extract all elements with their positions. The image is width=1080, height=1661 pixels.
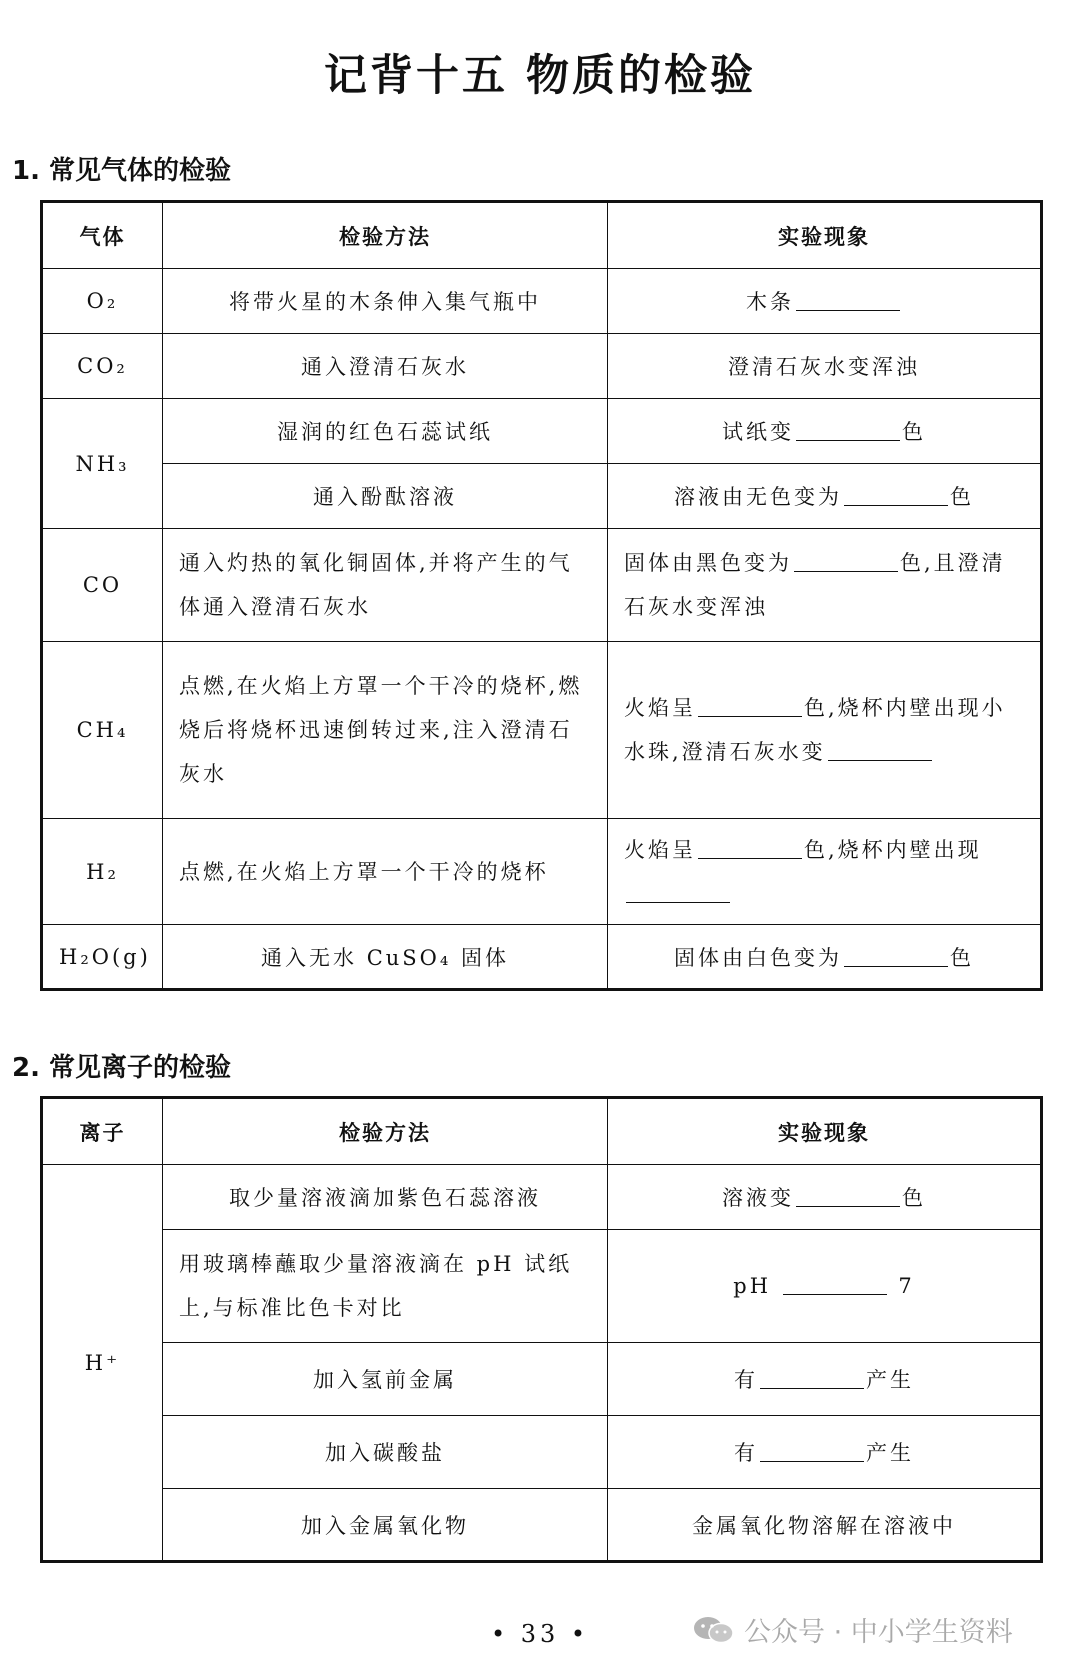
method-cell: 通入无水 CuSO₄ 固体 [163,925,608,990]
gas-name: CO [42,529,163,642]
gas-name: CH₄ [42,642,163,819]
table-row [42,399,1042,464]
phenomenon-cell: 有 产生 [608,1416,1042,1489]
table-row [42,1489,1042,1562]
wechat-icon [692,1615,736,1645]
method-cell: 加入碳酸盐 [163,1416,608,1489]
header-method: 检验方法 [163,202,608,269]
answer-blank [796,309,900,311]
phenomenon-cell: 试纸变 色 [608,399,1042,464]
answer-blank [828,759,932,761]
page-title: 记背十五 物质的检验 [324,51,756,101]
table-row [42,464,1042,529]
answer-blank [760,1387,864,1389]
answer-blank [698,715,802,717]
header-phenomenon: 实验现象 [608,1098,1042,1165]
method-cell: 通入灼热的氧化铜固体,并将产生的气体通入澄清石灰水 [163,529,608,642]
answer-blank [844,504,948,506]
answer-blank [796,439,900,441]
answer-blank [760,1460,864,1462]
gas-name: H₂O(g) [42,925,163,990]
watermark-text: 公众号 · 中小学生资料 [744,1617,1013,1648]
section-heading-ions: 2. 常见离子的检验 [12,1053,232,1083]
gas-name: O₂ [42,269,163,334]
table-row [42,529,1042,642]
page-number: • 33 • [490,1620,590,1648]
method-cell: 取少量溶液滴加紫色石蕊溶液 [163,1165,608,1230]
table-row [42,334,1042,399]
phenomenon-cell: 溶液由无色变为 色 [608,464,1042,529]
table-row [42,819,1042,925]
gas-name: NH₃ [42,399,163,529]
table-row [42,1230,1042,1343]
method-cell: 湿润的红色石蕊试纸 [163,399,608,464]
phenomenon-cell: 澄清石灰水变浑浊 [608,334,1042,399]
gas-name: CO₂ [42,334,163,399]
answer-blank [698,857,802,859]
answer-blank [783,1293,887,1295]
phenomenon-cell: 固体由黑色变为 色,且澄清石灰水变浑浊 [608,529,1042,642]
table-row [42,642,1042,819]
ion-test-table [40,1096,1043,1563]
method-cell: 点燃,在火焰上方罩一个干冷的烧杯 [163,819,608,925]
method-cell: 通入酚酞溶液 [163,464,608,529]
phenomenon-cell: 有 产生 [608,1343,1042,1416]
table-row [42,1416,1042,1489]
method-cell: 通入澄清石灰水 [163,334,608,399]
table-header-row [42,1098,1042,1165]
phenomenon-cell: 火焰呈 色,烧杯内壁出现小水珠,澄清石灰水变 [608,642,1042,819]
gas-test-table [40,200,1043,991]
ion-name: H⁺ [42,1165,163,1562]
phenomenon-cell: 木条 [608,269,1042,334]
header-phenomenon: 实验现象 [608,202,1042,269]
table-row [42,1165,1042,1230]
answer-blank [796,1205,900,1207]
header-gas: 气体 [42,202,163,269]
method-cell: 将带火星的木条伸入集气瓶中 [163,269,608,334]
table-row [42,925,1042,990]
phenomenon-cell: 溶液变 色 [608,1165,1042,1230]
answer-blank [844,965,948,967]
answer-blank [626,901,730,903]
table-row [42,269,1042,334]
header-method: 检验方法 [163,1098,608,1165]
section-heading-gases: 1. 常见气体的检验 [12,156,232,186]
phenomenon-cell: 固体由白色变为 色 [608,925,1042,990]
phenomenon-cell: 金属氧化物溶解在溶液中 [608,1489,1042,1562]
phenomenon-cell: 火焰呈 色,烧杯内壁出现 [608,819,1042,925]
watermark [692,1610,1013,1649]
phenomenon-cell: pH 7 [608,1230,1042,1343]
gas-name: H₂ [42,819,163,925]
method-cell: 加入氢前金属 [163,1343,608,1416]
header-ion: 离子 [42,1098,163,1165]
method-cell: 点燃,在火焰上方罩一个干冷的烧杯,燃烧后将烧杯迅速倒转过来,注入澄清石灰水 [163,642,608,819]
answer-blank [794,570,898,572]
table-row [42,1343,1042,1416]
method-cell: 加入金属氧化物 [163,1489,608,1562]
table-header-row [42,202,1042,269]
method-cell: 用玻璃棒蘸取少量溶液滴在 pH 试纸上,与标准比色卡对比 [163,1230,608,1343]
